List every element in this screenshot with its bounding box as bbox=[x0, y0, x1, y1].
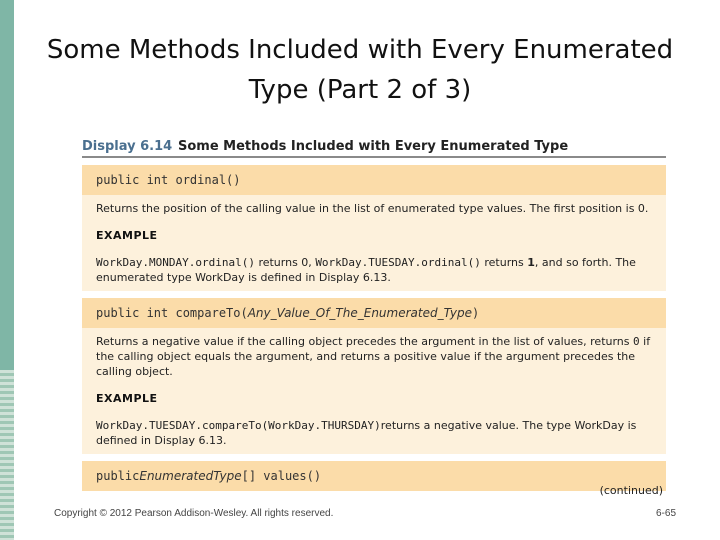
method-values-signature bbox=[82, 461, 666, 491]
footer-copyright: Copyright © 2012 Pearson Addison-Wesley. All rights reserved. bbox=[54, 508, 334, 519]
ordinal-signature-text: public int ordinal() bbox=[96, 173, 241, 187]
method-ordinal-body bbox=[82, 195, 666, 291]
compareto-description-part1: Returns a negative value if the calling object precedes the argument in the list of values, returns bbox=[96, 335, 634, 348]
ordinal-example-text2: returns bbox=[480, 256, 528, 269]
ordinal-example-heading: EXAMPLE bbox=[96, 229, 158, 242]
method-ordinal-signature bbox=[82, 165, 666, 195]
compareto-signature-prefix: public int compareTo( bbox=[96, 306, 248, 320]
ordinal-description: Returns the position of the calling value in the list of enumerated type values. The first position is 0. bbox=[96, 202, 649, 215]
display-panel bbox=[82, 128, 666, 491]
ordinal-example bbox=[96, 255, 652, 285]
compareto-example-heading: EXAMPLE bbox=[96, 392, 158, 405]
ordinal-example-code1: WorkDay.MONDAY.ordinal() bbox=[96, 256, 255, 269]
compareto-description-zero: 0 bbox=[633, 335, 640, 348]
continued-label: (continued) bbox=[599, 484, 663, 497]
compareto-description-part2: if the calling object equals the argument, and returns a positive value if the argument precedes the calling object. bbox=[96, 335, 651, 378]
footer-page-number: 6-65 bbox=[655, 508, 676, 519]
values-signature-type: EnumeratedType bbox=[139, 469, 242, 483]
display-caption: Some Methods Included with Every Enumerated Type bbox=[178, 139, 569, 154]
ordinal-example-text3: , and so forth. The enumerated type WorkDay is defined in Display 6.13. bbox=[96, 256, 636, 284]
compareto-signature-param: Any_Value_Of_The_Enumerated_Type bbox=[247, 306, 472, 320]
slide-title-line2: Type (Part 2 of 3) bbox=[248, 75, 472, 105]
compareto-example-text: returns a negative value. The type WorkDay is defined in Display 6.13. bbox=[96, 419, 637, 447]
slide-title-line1: Some Methods Included with Every Enumerated bbox=[46, 35, 674, 65]
ordinal-example-code2: WorkDay.TUESDAY.ordinal() bbox=[315, 256, 481, 269]
compareto-signature-suffix: ) bbox=[472, 306, 480, 320]
compareto-example-code: WorkDay.TUESDAY.compareTo(WorkDay.THURSDAY) bbox=[96, 419, 381, 432]
left-decorative-stripe bbox=[0, 0, 14, 540]
display-header bbox=[82, 128, 666, 158]
ordinal-example-bold: 1 bbox=[527, 256, 535, 269]
values-signature-prefix: public bbox=[96, 469, 140, 483]
method-compareto-signature bbox=[82, 298, 666, 328]
ordinal-example-text1: returns 0, bbox=[254, 256, 316, 269]
compareto-description bbox=[96, 334, 652, 379]
compareto-example bbox=[96, 418, 652, 448]
slide-title bbox=[30, 30, 690, 110]
values-signature-suffix: [] values() bbox=[241, 469, 322, 483]
method-compareto-body bbox=[82, 328, 666, 454]
display-number: Display 6.14 bbox=[82, 139, 173, 154]
